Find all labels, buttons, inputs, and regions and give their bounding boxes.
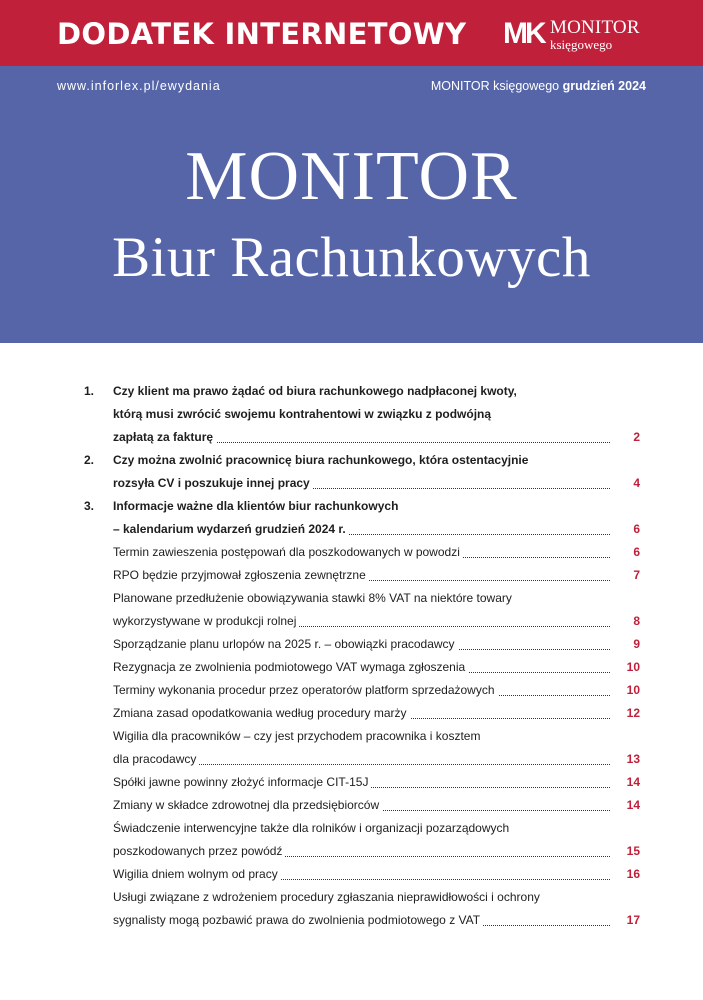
toc-subentry[interactable] (84, 587, 640, 633)
toc-entry-text: którą musi zwrócić swojemu kontrahentowi w związku z podwójną (113, 407, 494, 421)
issue-date: grudzień 2024 (562, 79, 646, 93)
toc-entry-line (84, 794, 640, 817)
toc-entry-text: Planowane przedłużenie obowiązywania stawki 8% VAT na niektóre towary (113, 591, 515, 605)
toc-entry-text: Usługi związane z wdrożeniem procedury zgłaszania nieprawidłowości i ochrony (113, 890, 543, 904)
toc-page-number: 4 (614, 472, 640, 495)
hero-banner (0, 66, 703, 343)
toc-entry-text: poszkodowanych przez powódź (113, 844, 285, 858)
toc-entry-line (84, 679, 640, 702)
toc-subentry[interactable] (84, 541, 640, 564)
toc-article[interactable] (84, 495, 640, 541)
toc-entry-text: Zmiany w składce zdrowotnej dla przedsiębiorców (113, 798, 382, 812)
toc-article[interactable] (84, 449, 640, 495)
toc-entry-text: Rezygnacja ze zwolnienia podmiotowego VAT wymaga zgłoszenia (113, 660, 468, 674)
toc-page-number: 10 (614, 679, 640, 702)
toc-subentry[interactable] (84, 886, 640, 932)
issue-publication: MONITOR księgowego (430, 79, 560, 93)
toc-page-number: 14 (614, 794, 640, 817)
toc-entry-text: Terminy wykonania procedur przez operatorów platform sprzedażowych (113, 683, 498, 697)
logo-mark-text: MK (503, 17, 544, 48)
toc-entry-text: zapłatą za fakturę (113, 430, 216, 444)
toc-entry-text: dla pracodawcy (113, 752, 199, 766)
mk-logo-icon (503, 16, 547, 48)
toc-entry-text: – kalendarium wydarzeń grudzień 2024 r. (113, 522, 349, 536)
logo-word-ksiegowego: księgowego (550, 37, 613, 52)
toc-entry-text: RPO będzie przyjmował zgłoszenia zewnętrzne (113, 568, 369, 582)
toc-page-number: 13 (614, 748, 640, 771)
toc-entry-text: sygnalisty mogą pozbawić prawa do zwolnienia podmiotowego z VAT (113, 913, 483, 927)
toc-entry-line (84, 403, 640, 426)
toc-entry-text: Świadczenie interwencyjne także dla rolników i organizacji pozarządowych (113, 821, 512, 835)
toc-entry-text: Sporządzanie planu urlopów na 2025 r. – obowiązki pracodawcy (113, 637, 458, 651)
toc-article-number: 1. (84, 384, 95, 398)
toc-entry-line (84, 564, 640, 587)
toc-page-number: 14 (614, 771, 640, 794)
toc-page-number: 6 (614, 518, 640, 541)
toc-entry-text: Czy można zwolnić pracownicę biura rachunkowego, która ostentacyjnie (113, 453, 531, 467)
toc-page-number: 12 (614, 702, 640, 725)
toc-page-number: 2 (614, 426, 640, 449)
toc-page-number: 16 (614, 863, 640, 886)
website-link[interactable]: www.inforlex.pl/ewydania (57, 79, 221, 93)
toc-entry-line (84, 840, 640, 863)
toc-entry-line (84, 817, 640, 840)
toc-entry-line (84, 426, 640, 449)
toc-article-number: 2. (84, 453, 95, 467)
toc-subentry[interactable] (84, 633, 640, 656)
toc-subentry[interactable] (84, 702, 640, 725)
toc-entry-text: Wigilia dla pracowników – czy jest przychodem pracownika i kosztem (113, 729, 483, 743)
toc-entry-text: Informacje ważne dla klientów biur rachunkowych (113, 499, 401, 513)
toc-entry-line (84, 771, 640, 794)
toc-page-number: 8 (614, 610, 640, 633)
toc-subentry[interactable] (84, 794, 640, 817)
toc-entry-line (84, 495, 640, 518)
header-bar (0, 0, 703, 66)
toc-entry-line (84, 748, 640, 771)
toc-article[interactable] (84, 380, 640, 449)
toc-subentry[interactable] (84, 656, 640, 679)
toc-entry-line (84, 909, 640, 932)
toc-subentry[interactable] (84, 771, 640, 794)
toc-entry-line (84, 725, 640, 748)
toc-entry-text: Czy klient ma prawo żądać od biura rachunkowego nadpłaconej kwoty, (113, 384, 520, 398)
toc-entry-text: Termin zawieszenia postępowań dla poszkodowanych w powodzi (113, 545, 463, 559)
magazine-title: MONITOR (185, 138, 518, 215)
toc-page-number: 7 (614, 564, 640, 587)
toc-entry-text: Wigilia dniem wolnym od pracy (113, 867, 281, 881)
toc-entry-line (84, 863, 640, 886)
toc-entry-line (84, 702, 640, 725)
toc-entry-line (84, 541, 640, 564)
toc-page-number: 6 (614, 541, 640, 564)
supplement-title: DODATEK INTERNETOWY (57, 17, 467, 51)
toc-entry-line (84, 633, 640, 656)
toc-entry-line (84, 518, 640, 541)
toc-page-number: 17 (614, 909, 640, 932)
toc-entry-line (84, 656, 640, 679)
issue-info (431, 79, 646, 93)
toc-subentry[interactable] (84, 679, 640, 702)
toc-page-number: 15 (614, 840, 640, 863)
toc-entry-line (84, 449, 640, 472)
toc-entry-line (84, 380, 640, 403)
table-of-contents (84, 380, 640, 932)
toc-article-number: 3. (84, 499, 95, 513)
toc-entry-line (84, 886, 640, 909)
toc-entry-line (84, 587, 640, 610)
toc-subentry[interactable] (84, 863, 640, 886)
toc-entry-text: Zmiana zasad opodatkowania według procedury marży (113, 706, 410, 720)
magazine-subtitle: Biur Rachunkowych (112, 226, 591, 289)
toc-entry-text: Spółki jawne powinny złożyć informacje CIT-15J (113, 775, 371, 789)
toc-subentry[interactable] (84, 564, 640, 587)
toc-page-number: 10 (614, 656, 640, 679)
toc-entry-line (84, 472, 640, 495)
toc-entry-text: rozsyła CV i poszukuje innej pracy (113, 476, 313, 490)
toc-page-number: 9 (614, 633, 640, 656)
logo-word-monitor: MONITOR (550, 17, 640, 38)
toc-subentry[interactable] (84, 725, 640, 771)
toc-entry-line (84, 610, 640, 633)
toc-entry-text: wykorzystywane w produkcji rolnej (113, 614, 299, 628)
toc-subentry[interactable] (84, 817, 640, 863)
